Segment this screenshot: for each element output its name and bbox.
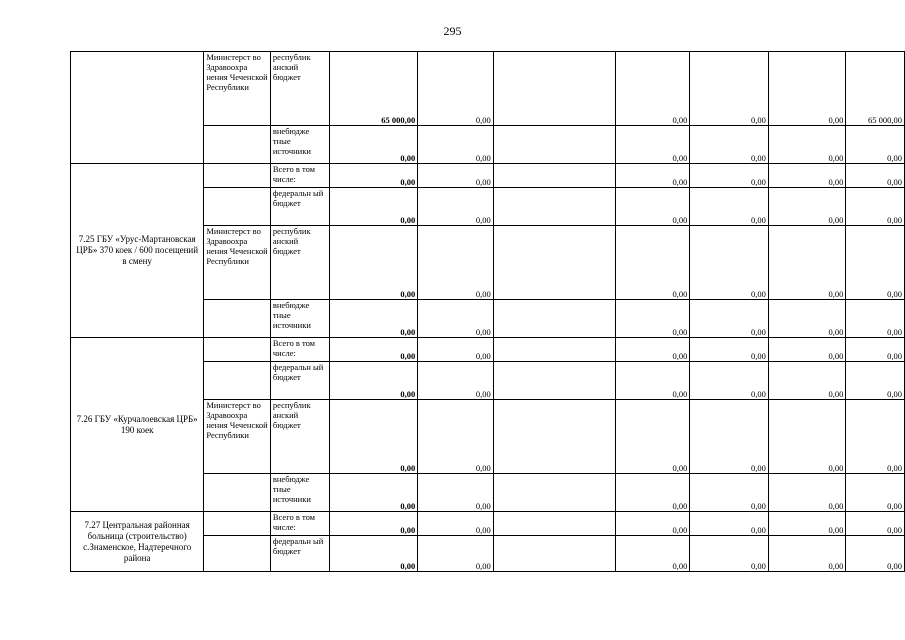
amount-cell: 65 000,00 [846,52,905,126]
amount-cell: 0,00 [690,188,769,226]
funding-source-cell: Всего в том числе: [270,164,330,188]
amount-cell: 0,00 [615,474,690,512]
amount-cell: 0,00 [768,300,846,338]
amount-cell: 0,00 [768,52,846,126]
table-row [71,512,905,536]
amount-cell: 0,00 [690,226,769,300]
amount-cell: 0,00 [846,400,905,474]
amount-cell: 0,00 [768,474,846,512]
amount-cell: 0,00 [330,300,418,338]
amount-cell: 0,00 [846,300,905,338]
amount-cell: 0,00 [330,536,418,572]
funding-source-cell: Всего в том числе: [270,512,330,536]
amount-cell: 0,00 [615,512,690,536]
amount-cell: 0,00 [768,188,846,226]
amount-cell: 0,00 [330,188,418,226]
amount-cell: 0,00 [768,512,846,536]
table-row [71,164,905,188]
amount-cell: 0,00 [768,126,846,164]
amount-cell [493,536,615,572]
amount-cell: 0,00 [615,300,690,338]
page-number: 295 [443,24,462,38]
object-name-cell: 7.27 Центральная районная больница (строительство) с.Знаменское, Надтеречного района [71,512,204,572]
amount-cell: 0,00 [418,226,494,300]
amount-cell [493,512,615,536]
funding-source-cell: республик анский бюджет [270,226,330,300]
executor-cell: Министерст во Здравоохра нения Чеченской Республики [204,400,271,474]
amount-cell: 0,00 [615,362,690,400]
funding-source-cell: внебюдже тные источники [270,126,330,164]
funding-source-cell: республик анский бюджет [270,52,330,126]
amount-cell: 0,00 [418,536,494,572]
amount-cell: 0,00 [330,338,418,362]
amount-cell: 0,00 [690,52,769,126]
amount-cell: 0,00 [615,126,690,164]
funding-source-cell: республик анский бюджет [270,400,330,474]
amount-cell [493,338,615,362]
amount-cell: 0,00 [768,338,846,362]
funding-source-cell: федеральн ый бюджет [270,188,330,226]
amount-cell: 0,00 [846,188,905,226]
amount-cell: 0,00 [418,164,494,188]
executor-cell [204,188,271,226]
amount-cell [493,300,615,338]
amount-cell [493,188,615,226]
amount-cell: 0,00 [846,512,905,536]
executor-cell: Министерст во Здравоохра нения Чеченской Республики [204,226,271,300]
amount-cell: 0,00 [846,474,905,512]
amount-cell: 0,00 [768,362,846,400]
amount-cell [493,362,615,400]
amount-cell: 65 000,00 [330,52,418,126]
amount-cell: 0,00 [846,338,905,362]
amount-cell: 0,00 [690,126,769,164]
amount-cell: 0,00 [768,226,846,300]
amount-cell: 0,00 [330,226,418,300]
amount-cell: 0,00 [690,474,769,512]
executor-cell [204,164,271,188]
amount-cell [493,52,615,126]
amount-cell: 0,00 [690,362,769,400]
amount-cell: 0,00 [846,226,905,300]
amount-cell: 0,00 [768,536,846,572]
amount-cell: 0,00 [418,400,494,474]
table-row [71,338,905,362]
amount-cell: 0,00 [846,126,905,164]
executor-cell [204,512,271,536]
executor-cell [204,536,271,572]
amount-cell: 0,00 [330,400,418,474]
object-name-cell [71,52,204,164]
amount-cell: 0,00 [846,164,905,188]
amount-cell: 0,00 [330,474,418,512]
amount-cell: 0,00 [330,362,418,400]
amount-cell: 0,00 [418,300,494,338]
amount-cell: 0,00 [690,164,769,188]
budget-table [70,51,905,572]
amount-cell: 0,00 [846,536,905,572]
amount-cell: 0,00 [330,126,418,164]
object-name-cell: 7.26 ГБУ «Курчалоевская ЦРБ» 190 коек [71,338,204,512]
amount-cell: 0,00 [690,536,769,572]
amount-cell: 0,00 [330,164,418,188]
amount-cell: 0,00 [615,52,690,126]
funding-source-cell: Всего в том числе: [270,338,330,362]
table-row [71,52,905,126]
amount-cell: 0,00 [330,512,418,536]
amount-cell: 0,00 [418,338,494,362]
amount-cell: 0,00 [418,52,494,126]
amount-cell: 0,00 [690,400,769,474]
amount-cell: 0,00 [615,226,690,300]
executor-cell [204,338,271,362]
funding-source-cell: федеральн ый бюджет [270,536,330,572]
amount-cell: 0,00 [615,338,690,362]
funding-source-cell: внебюдже тные источники [270,474,330,512]
amount-cell: 0,00 [690,300,769,338]
amount-cell: 0,00 [768,400,846,474]
funding-source-cell: федеральн ый бюджет [270,362,330,400]
amount-cell [493,400,615,474]
amount-cell: 0,00 [418,188,494,226]
amount-cell: 0,00 [418,126,494,164]
amount-cell: 0,00 [418,474,494,512]
amount-cell [493,126,615,164]
executor-cell: Министерст во Здравоохра нения Чеченской Республики [204,52,271,126]
amount-cell: 0,00 [418,362,494,400]
amount-cell: 0,00 [768,164,846,188]
amount-cell [493,164,615,188]
amount-cell: 0,00 [615,164,690,188]
executor-cell [204,300,271,338]
amount-cell: 0,00 [615,536,690,572]
amount-cell [493,226,615,300]
executor-cell [204,126,271,164]
amount-cell: 0,00 [615,188,690,226]
object-name-cell: 7.25 ГБУ «Урус-Мартановская ЦРБ» 370 коек / 600 посещений в смену [71,164,204,338]
amount-cell: 0,00 [418,512,494,536]
amount-cell: 0,00 [846,362,905,400]
funding-source-cell: внебюдже тные источники [270,300,330,338]
amount-cell: 0,00 [690,338,769,362]
amount-cell [493,474,615,512]
executor-cell [204,474,271,512]
amount-cell: 0,00 [690,512,769,536]
executor-cell [204,362,271,400]
amount-cell: 0,00 [615,400,690,474]
